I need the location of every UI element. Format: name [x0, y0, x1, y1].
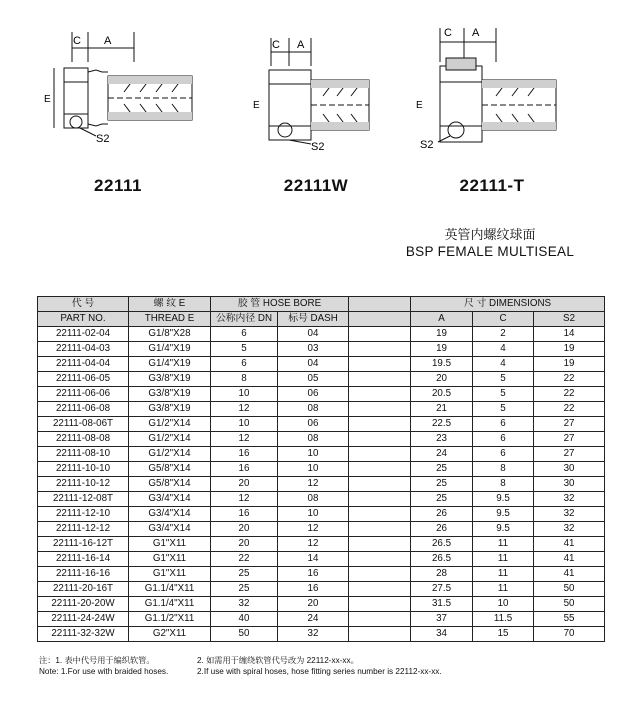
- cell-blank: [349, 372, 411, 387]
- cell-blank: [349, 477, 411, 492]
- cell-part-no: 22111-04-03: [38, 342, 129, 357]
- cell-part-no: 22111-12-12: [38, 522, 129, 537]
- cell-thread: G3/8"X19: [129, 402, 211, 417]
- cell-thread: G2"X11: [129, 627, 211, 642]
- cell-dim-a: 28: [411, 567, 473, 582]
- cell-part-no: 22111-06-05: [38, 372, 129, 387]
- cell-blank: [349, 432, 411, 447]
- cell-dim-c: 5: [473, 372, 534, 387]
- label-a: A: [104, 35, 112, 47]
- cell-dash: 24: [278, 612, 349, 627]
- cell-dim-a: 31.5: [411, 597, 473, 612]
- subtitle-english: BSP FEMALE MULTISEAL: [405, 244, 575, 259]
- cell-dn: 20: [211, 537, 278, 552]
- cell-blank: [349, 537, 411, 552]
- cell-dash: 06: [278, 417, 349, 432]
- cell-thread: G1/2"X14: [129, 417, 211, 432]
- cell-dim-a: 19.5: [411, 357, 473, 372]
- cell-dim-c: 6: [473, 432, 534, 447]
- cell-blank: [349, 507, 411, 522]
- cell-dash: 14: [278, 552, 349, 567]
- cell-dn: 25: [211, 567, 278, 582]
- fitting-drawing-22111w: [245, 18, 395, 158]
- cell-dim-c: 5: [473, 402, 534, 417]
- cell-dim-a: 20: [411, 372, 473, 387]
- header-dimensions: 尺 寸 DIMENSIONS: [411, 297, 605, 312]
- cell-part-no: 22111-08-10: [38, 447, 129, 462]
- cell-thread: G3/8"X19: [129, 387, 211, 402]
- cell-part-no: 22111-06-06: [38, 387, 129, 402]
- table-row: [38, 477, 605, 492]
- cell-dim-a: 20.5: [411, 387, 473, 402]
- label-e: E: [416, 100, 423, 111]
- cell-dn: 16: [211, 447, 278, 462]
- header-thread-en: THREAD E: [129, 312, 211, 327]
- cell-part-no: 22111-10-12: [38, 477, 129, 492]
- cell-thread: G1"X11: [129, 552, 211, 567]
- cell-blank: [349, 582, 411, 597]
- cell-thread: G5/8"X14: [129, 462, 211, 477]
- header-row-1: [38, 297, 605, 312]
- table-row: [38, 612, 605, 627]
- cell-thread: G5/8"X14: [129, 477, 211, 492]
- table-row: [38, 582, 605, 597]
- cell-dim-c: 9.5: [473, 492, 534, 507]
- label-s2: S2: [420, 139, 434, 151]
- cell-dim-c: 10: [473, 597, 534, 612]
- cell-dn: 6: [211, 327, 278, 342]
- cell-dash: 10: [278, 447, 349, 462]
- table-row: [38, 387, 605, 402]
- cell-dim-s2: 22: [534, 402, 605, 417]
- cell-blank: [349, 567, 411, 582]
- cell-dim-a: 21: [411, 402, 473, 417]
- cell-dn: 20: [211, 522, 278, 537]
- cell-dn: 10: [211, 387, 278, 402]
- cell-dash: 16: [278, 582, 349, 597]
- cell-dn: 12: [211, 492, 278, 507]
- cell-dn: 25: [211, 582, 278, 597]
- cell-dim-c: 6: [473, 447, 534, 462]
- note-cn-2: 2. 如需用于缠绕软管代号改为 22112-xx-xx。: [197, 656, 359, 665]
- cell-part-no: 22111-16-16: [38, 567, 129, 582]
- cell-part-no: 22111-10-10: [38, 462, 129, 477]
- cell-dim-s2: 22: [534, 387, 605, 402]
- table-row: [38, 432, 605, 447]
- table-row: [38, 417, 605, 432]
- cell-dim-a: 25: [411, 492, 473, 507]
- table-row: [38, 402, 605, 417]
- header-s2: S2: [534, 312, 605, 327]
- cell-blank: [349, 357, 411, 372]
- cell-thread: G1.1/2"X11: [129, 612, 211, 627]
- cell-dn: 40: [211, 612, 278, 627]
- header-thread-cn: 螺 纹 E: [129, 297, 211, 312]
- note-line-cn: [39, 655, 359, 666]
- cell-part-no: 22111-12-08T: [38, 492, 129, 507]
- cell-dim-a: 24: [411, 447, 473, 462]
- cell-dim-c: 8: [473, 477, 534, 492]
- cell-dim-s2: 41: [534, 567, 605, 582]
- dimensions-table: [37, 296, 605, 642]
- cell-dn: 16: [211, 462, 278, 477]
- cell-dim-a: 34: [411, 627, 473, 642]
- cell-blank: [349, 387, 411, 402]
- cell-dn: 12: [211, 402, 278, 417]
- cell-blank: [349, 522, 411, 537]
- cell-dim-c: 8: [473, 462, 534, 477]
- label-c: C: [444, 27, 452, 39]
- table-row: [38, 522, 605, 537]
- cell-dash: 04: [278, 357, 349, 372]
- cell-dim-a: 26: [411, 507, 473, 522]
- fitting-drawing-22111t: [410, 18, 580, 158]
- cell-part-no: 22111-16-12T: [38, 537, 129, 552]
- cell-dim-s2: 30: [534, 477, 605, 492]
- cell-thread: G1/4"X19: [129, 357, 211, 372]
- cell-dash: 08: [278, 432, 349, 447]
- label-s2: S2: [96, 133, 110, 145]
- cell-dash: 12: [278, 537, 349, 552]
- cell-dn: 8: [211, 372, 278, 387]
- cell-thread: G3/4"X14: [129, 492, 211, 507]
- label-c: C: [272, 39, 280, 51]
- cell-dim-s2: 22: [534, 372, 605, 387]
- cell-dim-s2: 30: [534, 462, 605, 477]
- table-row: [38, 372, 605, 387]
- label-a: A: [297, 39, 305, 51]
- header-hose-bore: 胶 管 HOSE BORE: [211, 297, 349, 312]
- table-row: [38, 357, 605, 372]
- table-row: [38, 507, 605, 522]
- cell-part-no: 22111-20-20W: [38, 597, 129, 612]
- cell-dim-s2: 32: [534, 522, 605, 537]
- cell-thread: G1/2"X14: [129, 432, 211, 447]
- table-row: [38, 567, 605, 582]
- cell-dn: 6: [211, 357, 278, 372]
- header-blank: [349, 297, 411, 312]
- cell-dn: 16: [211, 507, 278, 522]
- cell-dim-c: 11: [473, 537, 534, 552]
- cell-dn: 10: [211, 417, 278, 432]
- model-title-22111w: 22111W: [283, 176, 349, 195]
- cell-dash: 12: [278, 522, 349, 537]
- cell-dim-s2: 14: [534, 327, 605, 342]
- cell-dim-a: 22.5: [411, 417, 473, 432]
- cell-part-no: 22111-12-10: [38, 507, 129, 522]
- model-title-22111: 22111: [94, 176, 142, 195]
- cell-blank: [349, 627, 411, 642]
- label-s2: S2: [311, 141, 325, 153]
- cell-dim-c: 5: [473, 387, 534, 402]
- cell-dash: 06: [278, 387, 349, 402]
- cell-dash: 08: [278, 402, 349, 417]
- cell-dim-s2: 32: [534, 507, 605, 522]
- label-c: C: [73, 35, 81, 47]
- cell-dash: 12: [278, 477, 349, 492]
- cell-dim-a: 26.5: [411, 537, 473, 552]
- header-part-cn: 代 号: [38, 297, 129, 312]
- cell-dim-c: 11: [473, 567, 534, 582]
- cell-dim-c: 11: [473, 582, 534, 597]
- cell-thread: G3/8"X19: [129, 372, 211, 387]
- table-row: [38, 342, 605, 357]
- notes: [39, 655, 442, 677]
- cell-part-no: 22111-20-16T: [38, 582, 129, 597]
- header-row-2: [38, 312, 605, 327]
- cell-dash: 10: [278, 507, 349, 522]
- cell-dash: 08: [278, 492, 349, 507]
- cell-part-no: 22111-08-06T: [38, 417, 129, 432]
- cell-blank: [349, 417, 411, 432]
- cell-dim-c: 2: [473, 327, 534, 342]
- note-en-2: 2.If use with spiral hoses, hose fitting series number is 22112-xx-xx.: [197, 667, 442, 676]
- cell-thread: G1/8"X28: [129, 327, 211, 342]
- cell-dim-c: 9.5: [473, 507, 534, 522]
- cell-dn: 32: [211, 597, 278, 612]
- cell-part-no: 22111-06-08: [38, 402, 129, 417]
- cell-dim-c: 15: [473, 627, 534, 642]
- header-dash: 标号 DASH: [278, 312, 349, 327]
- cell-dim-a: 19: [411, 327, 473, 342]
- table-row: [38, 597, 605, 612]
- label-e: E: [253, 100, 260, 111]
- cell-thread: G1"X11: [129, 567, 211, 582]
- cell-thread: G1"X11: [129, 537, 211, 552]
- header-dn: 公称内径 DN: [211, 312, 278, 327]
- cell-dim-s2: 27: [534, 432, 605, 447]
- cell-blank: [349, 552, 411, 567]
- cell-dim-s2: 50: [534, 582, 605, 597]
- cell-blank: [349, 597, 411, 612]
- label-e: E: [44, 94, 51, 105]
- cell-dash: 32: [278, 627, 349, 642]
- cell-thread: G1.1/4"X11: [129, 597, 211, 612]
- cell-dn: 50: [211, 627, 278, 642]
- cell-blank: [349, 327, 411, 342]
- cell-dn: 20: [211, 477, 278, 492]
- table-row: [38, 537, 605, 552]
- cell-thread: G1/4"X19: [129, 342, 211, 357]
- cell-blank: [349, 342, 411, 357]
- cell-dash: 10: [278, 462, 349, 477]
- cell-dn: 12: [211, 432, 278, 447]
- cell-dim-c: 4: [473, 357, 534, 372]
- note-en-1: Note: 1.For use with braided hoses.: [39, 667, 169, 676]
- cell-dash: 04: [278, 327, 349, 342]
- cell-part-no: 22111-02-04: [38, 327, 129, 342]
- table-row: [38, 492, 605, 507]
- cell-dim-a: 23: [411, 432, 473, 447]
- cell-part-no: 22111-24-24W: [38, 612, 129, 627]
- cell-dim-c: 4: [473, 342, 534, 357]
- cell-dim-c: 11: [473, 552, 534, 567]
- header-c: C: [473, 312, 534, 327]
- cell-thread: G1/2"X14: [129, 447, 211, 462]
- cell-dn: 5: [211, 342, 278, 357]
- cell-blank: [349, 402, 411, 417]
- cell-blank: [349, 612, 411, 627]
- label-a: A: [472, 27, 480, 39]
- cell-dash: 16: [278, 567, 349, 582]
- cell-dim-a: 25: [411, 462, 473, 477]
- cell-dim-s2: 41: [534, 537, 605, 552]
- cell-part-no: 22111-04-04: [38, 357, 129, 372]
- cell-part-no: 22111-08-08: [38, 432, 129, 447]
- cell-dim-s2: 50: [534, 597, 605, 612]
- cell-thread: G3/4"X14: [129, 507, 211, 522]
- table-row: [38, 552, 605, 567]
- cell-dim-a: 37: [411, 612, 473, 627]
- cell-dim-c: 6: [473, 417, 534, 432]
- subtitle-chinese: 英管内螺纹球面: [444, 227, 536, 242]
- cell-dash: 03: [278, 342, 349, 357]
- cell-blank: [349, 492, 411, 507]
- note-cn-1: 注：1. 表中代号用于编织软管。: [39, 656, 155, 665]
- table-row: [38, 627, 605, 642]
- note-line-en: [39, 666, 442, 677]
- cell-dim-s2: 27: [534, 417, 605, 432]
- cell-dim-s2: 32: [534, 492, 605, 507]
- model-title-22111t: 22111-T: [459, 176, 525, 195]
- cell-dash: 20: [278, 597, 349, 612]
- cell-dim-s2: 27: [534, 447, 605, 462]
- cell-thread: G1.1/4"X11: [129, 582, 211, 597]
- cell-thread: G3/4"X14: [129, 522, 211, 537]
- cell-dim-s2: 70: [534, 627, 605, 642]
- table-row: [38, 447, 605, 462]
- table-row: [38, 462, 605, 477]
- fitting-drawing-22111: [44, 18, 224, 148]
- header-part-en: PART NO.: [38, 312, 129, 327]
- cell-dim-c: 9.5: [473, 522, 534, 537]
- cell-dim-a: 26.5: [411, 552, 473, 567]
- cell-dim-a: 19: [411, 342, 473, 357]
- cell-dash: 05: [278, 372, 349, 387]
- cell-dim-s2: 41: [534, 552, 605, 567]
- cell-dim-a: 26: [411, 522, 473, 537]
- cell-dn: 22: [211, 552, 278, 567]
- header-blank: [349, 312, 411, 327]
- cell-dim-s2: 19: [534, 357, 605, 372]
- cell-part-no: 22111-32-32W: [38, 627, 129, 642]
- header-a: A: [411, 312, 473, 327]
- cell-dim-s2: 19: [534, 342, 605, 357]
- cell-blank: [349, 462, 411, 477]
- cell-part-no: 22111-16-14: [38, 552, 129, 567]
- cell-dim-c: 11.5: [473, 612, 534, 627]
- cell-blank: [349, 447, 411, 462]
- cell-dim-s2: 55: [534, 612, 605, 627]
- table-row: [38, 327, 605, 342]
- cell-dim-a: 27.5: [411, 582, 473, 597]
- cell-dim-a: 25: [411, 477, 473, 492]
